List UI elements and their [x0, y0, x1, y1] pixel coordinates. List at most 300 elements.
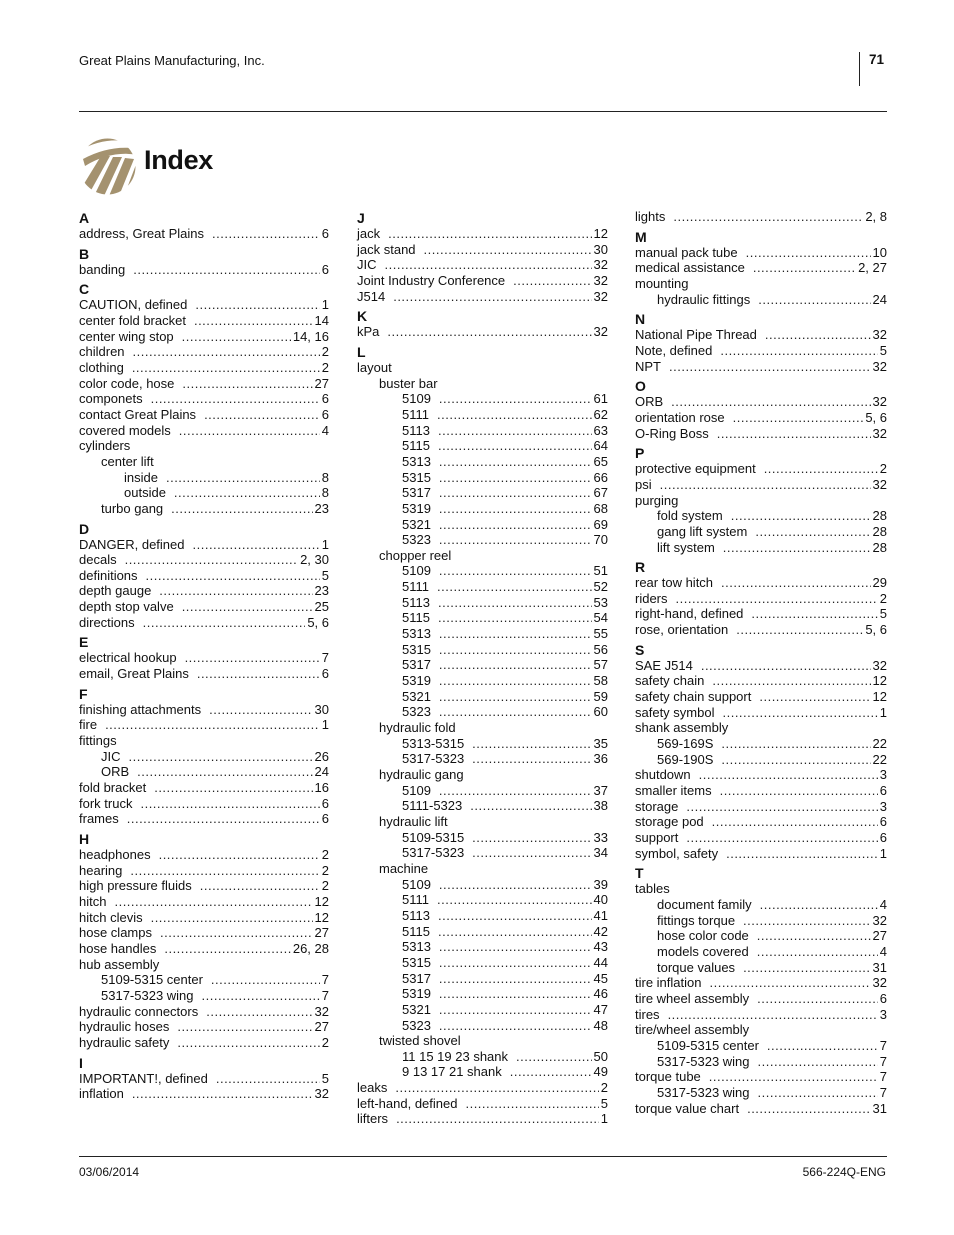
index-entry — [635, 1069, 887, 1085]
index-entry — [357, 1096, 608, 1112]
index-page-ref: 28 — [872, 523, 887, 539]
index-page-ref: 2 — [321, 862, 329, 878]
dot-leader — [439, 532, 592, 548]
index-page-ref: 30 — [593, 241, 608, 257]
index-entry — [635, 461, 887, 477]
index-term: high pressure fluids — [79, 878, 192, 894]
index-term: J514 — [357, 288, 386, 304]
index-term: children — [79, 344, 125, 360]
index-term: 5109-5315 center — [657, 1037, 759, 1053]
index-term: 5319 — [402, 673, 431, 689]
dot-leader — [151, 910, 313, 926]
index-page-ref: 50 — [593, 1048, 608, 1064]
dot-leader — [125, 552, 299, 568]
index-page-ref: 6 — [321, 226, 329, 241]
index-entry — [79, 780, 329, 796]
index-letter-heading: A — [79, 210, 90, 226]
dot-leader — [130, 863, 319, 879]
index-page-ref: 7 — [879, 1069, 887, 1085]
dot-leader — [204, 407, 320, 423]
index-page-ref: 32 — [872, 975, 887, 991]
index-entry — [79, 702, 329, 718]
index-entry — [357, 626, 608, 642]
index-page-ref: 32 — [593, 288, 608, 304]
index-entry — [357, 407, 608, 423]
dot-leader — [439, 626, 592, 642]
index-page-ref: 6 — [879, 814, 887, 830]
dot-leader — [146, 568, 320, 584]
dot-leader — [709, 1069, 878, 1085]
index-term: 5113 — [402, 907, 430, 923]
index-page-ref: 2 — [321, 1034, 329, 1050]
index-page-ref: 14, 16 — [292, 328, 329, 344]
dot-leader — [160, 925, 313, 941]
index-page-ref: 5 — [879, 342, 887, 358]
index-term: 5109 — [402, 391, 431, 407]
index-term: hitch — [79, 893, 107, 909]
dot-leader — [439, 1002, 592, 1018]
dot-leader — [733, 410, 864, 426]
index-page-ref: 28 — [872, 508, 887, 524]
index-page-ref: 57 — [593, 657, 608, 673]
index-term: mounting — [635, 275, 689, 291]
index-entry — [357, 289, 608, 305]
index-entry — [79, 878, 329, 894]
index-term: 5109-5315 center — [101, 972, 203, 988]
index-page-ref: 26 — [314, 748, 329, 764]
index-term: fittings torque — [657, 912, 736, 928]
index-subheading — [635, 1022, 887, 1038]
index-page-ref: 31 — [872, 1100, 887, 1116]
index-term: hitch clevis — [79, 909, 143, 925]
dot-leader — [764, 461, 878, 477]
index-entry — [79, 811, 329, 827]
index-term: buster bar — [379, 375, 438, 391]
dot-leader — [751, 606, 877, 622]
index-subheading — [79, 957, 329, 973]
index-page-ref: 6 — [879, 783, 887, 799]
dot-leader — [438, 423, 592, 439]
index-entry — [357, 563, 608, 579]
index-term: 5319 — [402, 500, 431, 516]
index-entry — [635, 209, 887, 225]
index-letter-heading: J — [357, 210, 365, 226]
index-term: 569-169S — [657, 736, 714, 752]
dot-leader — [177, 1019, 312, 1035]
index-page-ref: 32 — [872, 327, 887, 343]
index-page-ref: 6 — [321, 795, 329, 811]
index-term: tire/wheel assembly — [635, 1022, 750, 1038]
dot-leader — [660, 477, 871, 493]
index-page-ref: 40 — [593, 892, 608, 908]
index-letter-heading: K — [357, 308, 368, 325]
index-term: 5113 — [402, 594, 430, 610]
index-page-ref: 53 — [593, 594, 608, 610]
index-entry — [79, 407, 329, 423]
index-term: rear tow hitch — [635, 575, 714, 591]
index-term: hydraulic fittings — [657, 291, 751, 307]
index-page-ref: 2 — [321, 878, 329, 894]
index-term: symbol, safety — [635, 845, 719, 861]
dot-leader — [686, 830, 877, 846]
index-entry — [79, 423, 329, 439]
dot-leader — [212, 226, 320, 242]
index-page-ref: 33 — [593, 829, 608, 845]
index-entry — [357, 877, 608, 893]
index-term: 5111-5323 — [402, 798, 463, 814]
index-term: hydraulic gang — [379, 767, 464, 782]
index-term: covered models — [79, 422, 171, 438]
dot-leader — [393, 289, 591, 305]
index-entry — [79, 470, 329, 486]
index-entry — [635, 830, 887, 846]
index-entry — [635, 292, 887, 308]
index-entry — [357, 1002, 608, 1018]
dot-leader — [439, 1018, 592, 1034]
index-page-ref: 6 — [879, 990, 887, 1006]
great-plains-logo-icon — [79, 138, 136, 195]
index-term: NPT — [635, 358, 661, 374]
index-entry — [635, 705, 887, 721]
index-page-ref: 32 — [314, 1086, 329, 1102]
index-page-ref: 16 — [314, 780, 329, 796]
index-letter-heading: B — [79, 245, 90, 262]
index-entry — [357, 438, 608, 454]
index-letter-heading: E — [79, 634, 89, 651]
index-letter-heading: I — [79, 1054, 83, 1071]
index-entry — [357, 830, 608, 846]
index-entry — [635, 673, 887, 689]
index-entry — [79, 599, 329, 615]
index-entry — [635, 783, 887, 799]
index-page-ref: 36 — [593, 751, 608, 767]
index-entry — [357, 892, 608, 908]
index-entry — [635, 1101, 887, 1117]
index-entry — [79, 583, 329, 599]
dot-leader — [516, 1049, 592, 1065]
index-term: 5315 — [402, 954, 431, 970]
index-entry — [357, 689, 608, 705]
index-term: hydraulic connectors — [79, 1003, 199, 1019]
index-entry — [79, 1019, 329, 1035]
index-term: inflation — [79, 1086, 124, 1102]
dot-leader — [758, 1054, 878, 1070]
index-entry — [635, 575, 887, 591]
index-term: center wing stop — [79, 328, 174, 344]
index-page-ref: 32 — [593, 257, 608, 273]
index-entry — [635, 1007, 887, 1023]
index-page-ref: 41 — [593, 907, 608, 923]
index-entry — [357, 704, 608, 720]
index-entry — [635, 658, 887, 674]
index-term: DANGER, defined — [79, 536, 185, 552]
dot-leader — [723, 540, 871, 556]
dot-leader — [143, 615, 306, 631]
index-term: 5115 — [402, 610, 430, 626]
index-entry — [79, 863, 329, 879]
index-entry — [635, 343, 887, 359]
dot-leader — [721, 752, 870, 768]
index-page-ref: 37 — [593, 782, 608, 798]
index-term: 5315 — [402, 469, 431, 485]
index-column-2 — [357, 209, 608, 1127]
dot-leader — [765, 327, 871, 343]
index-term: hose clamps — [79, 925, 152, 941]
index-term: 5313 — [402, 939, 431, 955]
index-page-ref: 69 — [593, 516, 608, 532]
index-entry — [357, 908, 608, 924]
index-term: jack — [357, 226, 381, 241]
index-entry — [357, 955, 608, 971]
index-term: orientation rose — [635, 409, 725, 425]
index-page-ref: 1 — [600, 1111, 608, 1127]
index-entry — [635, 327, 887, 343]
dot-leader — [164, 941, 291, 957]
index-term: 5313 — [402, 626, 431, 642]
index-term: headphones — [79, 847, 151, 862]
dot-leader — [396, 1111, 599, 1127]
index-term: 5111 — [402, 892, 429, 908]
index-entry — [357, 986, 608, 1002]
index-page-ref: 44 — [593, 954, 608, 970]
index-term: 5317-5323 wing — [101, 987, 194, 1003]
index-term: JIC — [101, 748, 121, 764]
index-term: Joint Industry Conference — [357, 272, 506, 288]
index-term: 9 13 17 21 shank — [402, 1064, 502, 1080]
dot-leader — [757, 928, 871, 944]
dot-leader — [736, 622, 863, 638]
index-entry — [79, 894, 329, 910]
index-entry — [635, 524, 887, 540]
index-term: safety chain support — [635, 689, 752, 705]
index-term: models covered — [657, 943, 749, 959]
dot-leader — [151, 391, 320, 407]
dot-leader — [767, 1038, 878, 1054]
dot-leader — [439, 673, 592, 689]
index-page-ref: 46 — [593, 986, 608, 1002]
dot-leader — [513, 273, 591, 289]
index-term: 5111 — [402, 579, 429, 595]
index-page-ref: 1 — [879, 845, 887, 861]
index-term: 5321 — [402, 1001, 431, 1017]
dot-leader — [154, 780, 312, 796]
index-page-ref: 6 — [321, 811, 329, 827]
dot-leader — [731, 508, 871, 524]
index-page-ref: 26, 28 — [292, 940, 329, 956]
index-term: tables — [635, 881, 670, 897]
page-number: 71 — [869, 52, 885, 67]
index-page-ref: 4 — [879, 943, 887, 959]
index-term: ORB — [101, 764, 130, 780]
index-entry — [635, 913, 887, 929]
dot-leader — [395, 1080, 598, 1096]
index-page-ref: 2 — [321, 344, 329, 360]
index-page-ref: 27 — [314, 375, 329, 391]
index-term: torque tube — [635, 1069, 701, 1085]
dot-leader — [438, 610, 592, 626]
index-term: 5317 — [402, 657, 431, 673]
index-page-ref: 27 — [314, 1019, 329, 1035]
index-entry — [357, 257, 608, 273]
dot-leader — [114, 894, 312, 910]
index-term: finishing attachments — [79, 701, 202, 717]
dot-leader — [211, 972, 320, 988]
index-page-ref: 70 — [593, 532, 608, 548]
index-entry — [79, 796, 329, 812]
index-page-ref: 51 — [593, 563, 608, 579]
dot-leader — [673, 209, 863, 225]
index-term: lifters — [357, 1111, 389, 1127]
index-page-ref: 32 — [872, 358, 887, 374]
index-letter-heading: O — [635, 378, 646, 395]
dot-leader — [757, 991, 878, 1007]
index-page-ref: 32 — [872, 425, 887, 441]
index-entry — [357, 939, 608, 955]
index-page-ref: 48 — [593, 1017, 608, 1033]
index-page-ref: 12 — [593, 226, 608, 241]
index-entry — [357, 751, 608, 767]
index-subheading — [635, 493, 887, 509]
index-term: banding — [79, 261, 126, 277]
index-entry — [357, 423, 608, 439]
index-entry — [79, 262, 329, 278]
index-page-ref: 1 — [321, 297, 329, 313]
index-term: kPa — [357, 324, 380, 340]
index-term: 5321 — [402, 688, 431, 704]
index-entry — [357, 798, 608, 814]
dot-leader — [202, 988, 320, 1004]
dot-leader — [197, 666, 320, 682]
index-page-ref: 32 — [872, 657, 887, 673]
index-term: shank assembly — [635, 720, 729, 736]
index-page-ref: 4 — [321, 422, 329, 438]
index-entry — [79, 360, 329, 376]
index-term: layout — [357, 359, 392, 375]
dot-leader — [193, 537, 320, 553]
index-term: 5323 — [402, 1017, 431, 1033]
dot-leader — [166, 470, 320, 486]
index-term: 5313-5315 — [402, 735, 465, 751]
index-term: 5317-5323 — [402, 751, 465, 767]
index-subheading — [635, 720, 887, 736]
index-entry — [635, 767, 887, 783]
dot-leader — [133, 262, 319, 278]
index-entry — [79, 972, 329, 988]
index-page-ref: 7 — [879, 1084, 887, 1100]
index-term: fork truck — [79, 795, 133, 811]
index-term: email, Great Plains — [79, 666, 189, 682]
index-entry — [635, 426, 887, 442]
index-subheading — [357, 360, 608, 376]
dot-leader — [755, 524, 870, 540]
index-page-ref: 7 — [879, 1037, 887, 1053]
index-page-ref: 32 — [314, 1003, 329, 1019]
index-page-ref: 12 — [872, 689, 887, 705]
index-term: address, Great Plains — [79, 226, 205, 241]
index-page-ref: 2, 30 — [300, 552, 329, 568]
index-entry — [635, 897, 887, 913]
index-page-ref: 66 — [593, 469, 608, 485]
dot-leader — [105, 717, 320, 733]
dot-leader — [182, 599, 313, 615]
index-term: torque values — [657, 959, 736, 975]
index-term: fittings — [79, 733, 117, 749]
index-subheading — [357, 767, 608, 783]
index-term: machine — [379, 860, 429, 876]
dot-leader — [177, 1035, 319, 1051]
index-entry — [635, 1038, 887, 1054]
dot-leader — [129, 749, 313, 765]
dot-leader — [439, 454, 592, 470]
dot-leader — [439, 689, 592, 705]
index-term: Note, defined — [635, 342, 713, 358]
index-page-ref: 6 — [321, 666, 329, 682]
index-entry — [635, 799, 887, 815]
index-subheading — [79, 454, 329, 470]
dot-leader — [438, 595, 592, 611]
index-page-ref: 29 — [872, 575, 887, 591]
index-letter-heading: S — [635, 641, 645, 658]
index-page-ref: 61 — [593, 391, 608, 407]
index-entry — [79, 650, 329, 666]
index-term: componets — [79, 391, 143, 407]
index-page-ref: 68 — [593, 500, 608, 516]
index-entry — [357, 1018, 608, 1034]
index-page-ref: 3 — [879, 767, 887, 783]
index-page-ref: 47 — [593, 1001, 608, 1017]
index-term: National Pipe Thread — [635, 327, 757, 343]
index-page-ref: 6 — [879, 830, 887, 845]
index-term: jack stand — [357, 241, 416, 257]
index-page-ref: 10 — [872, 244, 887, 260]
index-term: twisted shovel — [379, 1033, 461, 1049]
dot-leader — [759, 689, 870, 705]
index-entry — [357, 532, 608, 548]
index-term: cylinders — [79, 438, 131, 454]
index-term: hearing — [79, 862, 123, 878]
index-letter-heading: F — [79, 685, 88, 702]
index-entry — [635, 622, 887, 638]
index-page-ref: 56 — [593, 641, 608, 657]
index-entry — [79, 910, 329, 926]
index-term: 5321 — [402, 516, 431, 532]
dot-leader — [746, 245, 871, 261]
dot-leader — [179, 423, 320, 439]
index-entry — [79, 329, 329, 345]
dot-leader — [720, 343, 877, 359]
index-term: center fold bracket — [79, 312, 186, 328]
dot-leader — [699, 767, 878, 783]
index-term: 5323 — [402, 704, 431, 720]
dot-leader — [668, 1007, 878, 1023]
index-entry — [79, 1035, 329, 1051]
index-term: fold bracket — [79, 780, 147, 796]
index-page-ref: 2 — [321, 847, 329, 862]
index-entry — [357, 642, 608, 658]
index-term: hub assembly — [79, 956, 160, 972]
dot-leader — [132, 360, 320, 376]
index-entry — [79, 297, 329, 313]
index-entry — [357, 579, 608, 595]
index-term: frames — [79, 811, 119, 827]
header-divider — [859, 52, 860, 86]
index-page-ref: 30 — [314, 701, 329, 717]
dot-leader — [439, 517, 592, 533]
index-page-ref: 7 — [321, 987, 329, 1003]
index-entry — [357, 736, 608, 752]
index-page-ref: 5 — [321, 567, 329, 583]
dot-leader — [424, 242, 592, 258]
